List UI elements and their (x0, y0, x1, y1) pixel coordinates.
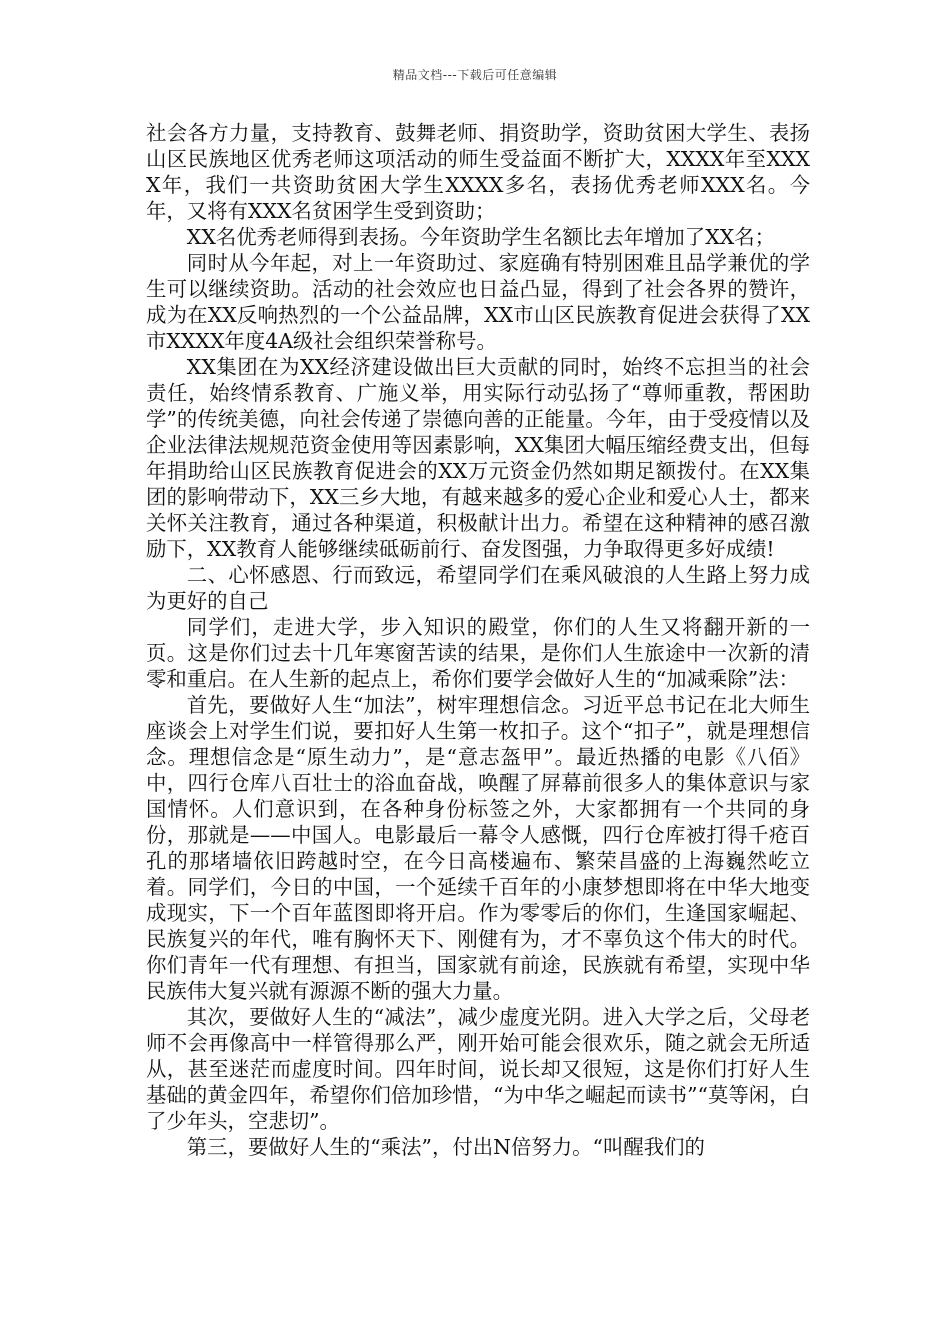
paragraph-8: 第三，要做好人生的“乘法”，付出N倍努力。“叫醒我们的 (186, 1135, 705, 1159)
paragraph-4: XX集团在为XX经济建设做出巨大贡献的同时，始终不忘担当的社会责任，始终情系教育、广施义举，用实际行动弘扬了“尊师重教，帮困助学”的传统美德，向社会传递了崇德向善的正能量。今年，由于受疫情以及企业法律法规规范资金使用等因素影响，XX集团大幅压缩经费支出，但每年捐助给山区民族教育促进会的XX万元资金仍然如期足额拨付。在XX集团的影响带动下，XX三乡大地，有越来越多的爱心企业和爱心人士，都来关怀关注教育，通过各种渠道，积极献计出力。希望在这种精神的感召激励下，XX教育人能够继续砥砺前行、奋发图强，力争取得更多好成绩! (146, 355, 810, 561)
paragraph-6: 首先，要做好人生“加法”，树牢理想信念。习近平总书记在北大师生座谈会上对学生们说，要扣好人生第一枚扣子。这个“扣子”，就是理想信念。理想信念是“原生动力”，是“意志盔甲”。最近热播的电影《八佰》中，四行仓库八百壮士的浴血奋战，唤醒了屏幕前很多人的集体意识与家国情怀。人们意识到，在各种身份标签之外，大家都拥有一个共同的身份，那就是——中国人。电影最后一幕令人感慨，四行仓库被打得千疮百孔的那堵墙依旧跨越时空，在今日高楼遍布、繁荣昌盛的上海巍然屹立着。同学们，今日的中国，一个延续千百年的小康梦想即将在中华大地变成现实，下一个百年蓝图即将开启。作为零零后的你们，生逢国家崛起、民族复兴的年代，唯有胸怀天下、刚健有为，才不辜负这个伟大的时代。你们青年一代有理想、有担当，国家就有前途，民族就有希望，实现中华民族伟大复兴就有源源不断的强大力量。 (146, 693, 810, 1003)
paragraph-5: 同学们，走进大学，步入知识的殿堂，你们的人生又将翻开新的一页。这是你们过去十几年寒窗苦读的结果，是你们人生旅途中一次新的清零和重启。在人生新的起点上，希你们要学会做好人生的“加减乘除”法： (146, 615, 810, 691)
paragraph-3: 同时从今年起，对上一年资助过、家庭确有特别困难且品学兼优的学生可以继续资助。活动的社会效应也日益凸显，得到了社会各界的赞许，成为在XX反响热烈的一个公益品牌，XX市山区民族教育促进会获得了XX市XXXX年度4A级社会组织荣誉称号。 (146, 251, 810, 353)
page-header: 精品文档---下载后可任意编辑 (392, 68, 558, 82)
paragraph-7: 其次，要做好人生的“减法”，减少虚度光阴。进入大学之后，父母老师不会再像高中一样管得那么严，刚开始可能会很欢乐，随之就会无所适从，甚至迷茫而虚度时间。四年时间，说长却又很短，这是你们打好人生基础的黄金四年，希望你们倍加珍惜，“为中华之崛起而读书”“莫等闲，白了少年头，空悲切”。 (146, 1005, 810, 1133)
document-body (146, 120, 810, 1160)
paragraph-2: XX名优秀老师得到表扬。今年资助学生名额比去年增加了XX名； (186, 225, 776, 249)
section-heading-2: 二、心怀感恩、行而致远，希望同学们在乘风破浪的人生路上努力成为更好的自己 (146, 563, 810, 613)
paragraph-1: 社会各方力量，支持教育、鼓舞老师、捐资助学，资助贫困大学生、表扬山区民族地区优秀老师这项活动的师生受益面不断扩大，XXXX年至XXXX年，我们一共资助贫困大学生XXXX多名，表扬优秀老师XXX名。今年，又将有XXX名贫困学生受到资助； (146, 121, 810, 223)
